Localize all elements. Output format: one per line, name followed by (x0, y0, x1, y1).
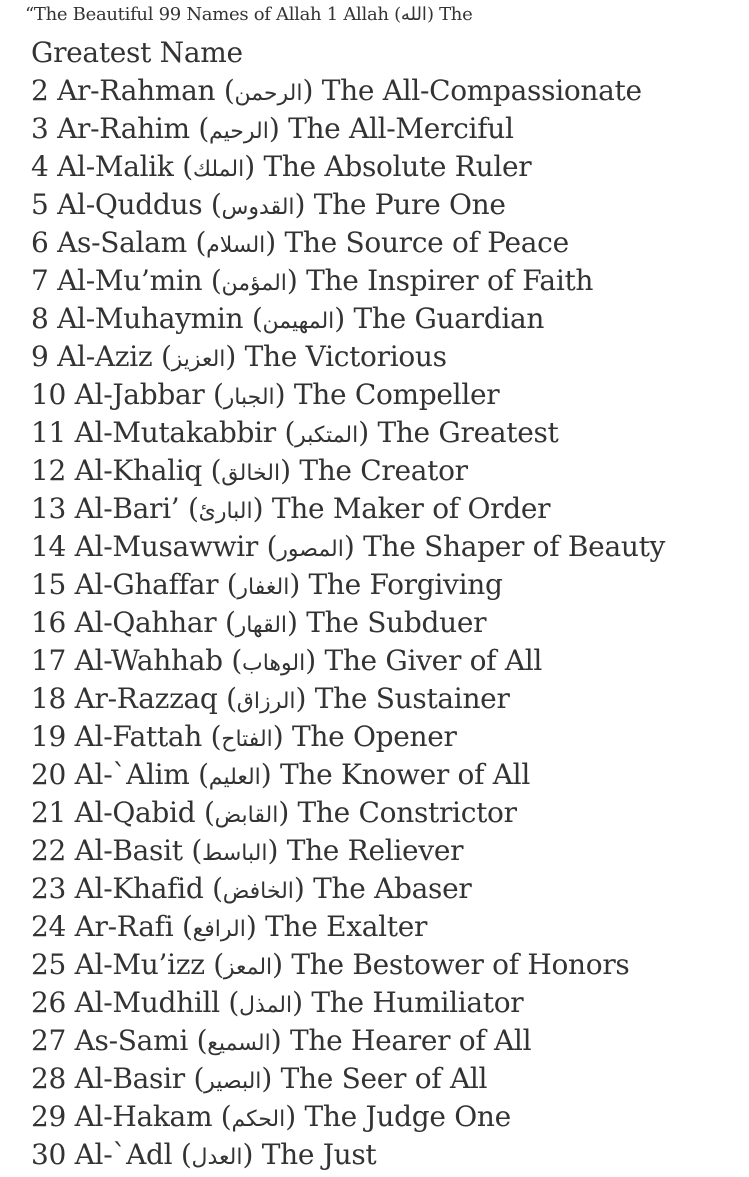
name-number: 16 (31, 606, 67, 639)
name-meaning: The Forgiving (308, 568, 503, 601)
name-transliteration: Ar-Rahman (57, 74, 216, 107)
name-arabic: القدوس (221, 195, 295, 220)
name-arabic: الباسط (201, 841, 268, 866)
name-meaning: The Humiliator (311, 986, 524, 1019)
name-entry: 18 Ar-Razzaq (الرزاق) The Sustainer (31, 682, 510, 715)
name-arabic: المعز (223, 955, 273, 980)
name-transliteration: Al-Hakam (74, 1100, 213, 1133)
name-transliteration: Al-Mu’min (57, 264, 203, 297)
name-transliteration: Al-Bari’ (74, 492, 180, 525)
name-arabic: العزيز (171, 347, 226, 372)
name-number: 5 (31, 188, 49, 221)
name-meaning: The Opener (292, 720, 457, 753)
name-arabic: الملك (192, 157, 245, 182)
name-number: 15 (31, 568, 67, 601)
name-meaning: The All-Merciful (288, 112, 514, 145)
name-number: 14 (31, 530, 67, 563)
name-transliteration: Al-Qabid (74, 796, 196, 829)
name-meaning: The Shaper of Beauty (363, 530, 666, 563)
name-entry: 16 Al-Qahhar (القهار) The Subduer (31, 606, 487, 639)
name-number: 30 (31, 1138, 67, 1171)
name-entry: 23 Al-Khafid (الخافض) The Abaser (31, 872, 472, 905)
name-arabic: المذل (239, 993, 293, 1018)
name-number: 29 (31, 1100, 67, 1133)
document-title-line-1: “The Beautiful 99 Names of Allah 1 Allah (الله) The (25, 4, 473, 25)
name-meaning: The Compeller (293, 378, 500, 411)
name-number: 24 (31, 910, 67, 943)
name-entry: 27 As-Sami (السميع) The Hearer of All (31, 1024, 532, 1057)
name-transliteration: Al-Khaliq (74, 454, 203, 487)
name-meaning: The Guardian (353, 302, 545, 335)
name-number: 17 (31, 644, 67, 677)
name-entry: 8 Al-Muhaymin (المهيمن) The Guardian (31, 302, 545, 335)
name-number: 7 (31, 264, 49, 297)
name-transliteration: Al-Quddus (57, 188, 203, 221)
name-transliteration: Al-Fattah (74, 720, 203, 753)
name-meaning: The Exalter (265, 910, 428, 943)
name-number: 18 (31, 682, 67, 715)
name-transliteration: Ar-Rahim (57, 112, 190, 145)
name-number: 20 (31, 758, 67, 791)
name-arabic: المتكبر (295, 423, 359, 448)
name-transliteration: Al-Wahhab (74, 644, 223, 677)
name-meaning: The Judge One (304, 1100, 511, 1133)
name-transliteration: Al-Basir (74, 1062, 185, 1095)
name-entry: 15 Al-Ghaffar (الغفار) The Forgiving (31, 568, 503, 601)
name-arabic: الرافع (192, 917, 246, 942)
name-entry: 29 Al-Hakam (الحكم) The Judge One (31, 1100, 511, 1133)
name-arabic: العدل (191, 1145, 243, 1170)
name-meaning: The Hearer of All (289, 1024, 532, 1057)
names-list (31, 72, 746, 1174)
name-number: 26 (31, 986, 67, 1019)
name-entry: 14 Al-Musawwir (المصور) The Shaper of Beauty (31, 530, 666, 563)
name-arabic: القهار (235, 613, 288, 638)
name-number: 8 (31, 302, 49, 335)
name-arabic: الخافض (222, 879, 294, 904)
name-meaning: The Source of Peace (284, 226, 569, 259)
name-transliteration: Al-Malik (57, 150, 174, 183)
name-number: 13 (31, 492, 67, 525)
name-entry: 25 Al-Mu’izz (المعز) The Bestower of Honors (31, 948, 630, 981)
name-meaning: The Victorious (244, 340, 447, 373)
name-meaning: The Maker of Order (271, 492, 551, 525)
name-meaning: The All-Compassionate (321, 74, 642, 107)
name-transliteration: Ar-Razzaq (74, 682, 218, 715)
name-transliteration: As-Sami (74, 1024, 188, 1057)
name-meaning: The Sustainer (314, 682, 510, 715)
name-entry: 19 Al-Fattah (الفتاح) The Opener (31, 720, 457, 753)
name-meaning: The Constrictor (297, 796, 517, 829)
name-meaning: The Knower of All (280, 758, 530, 791)
name-meaning: The Giver of All (324, 644, 543, 677)
name-number: 19 (31, 720, 67, 753)
name-number: 2 (31, 74, 49, 107)
name-arabic: الجبار (223, 385, 275, 410)
name-transliteration: As-Salam (57, 226, 187, 259)
name-arabic: القابض (214, 803, 279, 828)
name-meaning: The Absolute Ruler (263, 150, 532, 183)
name-transliteration: Al-Qahhar (74, 606, 217, 639)
name-meaning: The Bestower of Honors (291, 948, 630, 981)
name-arabic: المصور (277, 537, 344, 562)
name-transliteration: Al-Khafid (74, 872, 204, 905)
name-arabic: السميع (207, 1031, 271, 1056)
name-arabic: العليم (208, 765, 261, 790)
name-transliteration: Al-Mutakabbir (74, 416, 276, 449)
name-entry: 28 Al-Basir (البصير) The Seer of All (31, 1062, 488, 1095)
document-title-line-2: Greatest Name (31, 36, 243, 69)
name-transliteration: Al-`Adl (74, 1138, 173, 1171)
name-entry: 3 Ar-Rahim (الرحيم) The All-Merciful (31, 112, 514, 145)
name-number: 10 (31, 378, 67, 411)
name-number: 25 (31, 948, 67, 981)
name-meaning: The Subduer (306, 606, 487, 639)
name-arabic: الرحيم (208, 119, 269, 144)
name-entry: 9 Al-Aziz (العزيز) The Victorious (31, 340, 447, 373)
name-arabic: البصير (204, 1069, 262, 1094)
name-entry: 2 Ar-Rahman (الرحمن) The All-Compassionate (31, 74, 642, 107)
name-arabic: الرحمن (234, 81, 303, 106)
name-entry: 12 Al-Khaliq (الخالق) The Creator (31, 454, 468, 487)
name-transliteration: Al-Mu’izz (74, 948, 205, 981)
name-number: 27 (31, 1024, 67, 1057)
name-meaning: The Inspirer of Faith (306, 264, 594, 297)
name-meaning: The Greatest (377, 416, 559, 449)
name-number: 22 (31, 834, 67, 867)
name-entry: 21 Al-Qabid (القابض) The Constrictor (31, 796, 517, 829)
name-arabic: المهيمن (262, 309, 335, 334)
name-entry: 30 Al-`Adl (العدل) The Just (31, 1138, 377, 1171)
name-arabic: الخالق (221, 461, 281, 486)
name-arabic: الغفار (237, 575, 290, 600)
name-entry: 4 Al-Malik (الملك) The Absolute Ruler (31, 150, 532, 183)
name-number: 12 (31, 454, 67, 487)
name-number: 6 (31, 226, 49, 259)
name-transliteration: Al-Basit (74, 834, 183, 867)
name-entry: 6 As-Salam (السلام) The Source of Peace (31, 226, 569, 259)
name-meaning: The Pure One (313, 188, 506, 221)
name-entry: 11 Al-Mutakabbir (المتكبر) The Greatest (31, 416, 559, 449)
name-arabic: الحكم (231, 1107, 286, 1132)
name-meaning: The Creator (299, 454, 468, 487)
name-entry: 13 Al-Bari’ (البارئ) The Maker of Order (31, 492, 551, 525)
names-document (25, 0, 746, 1174)
name-arabic: الوهاب (242, 651, 306, 676)
name-arabic: البارئ (198, 499, 253, 524)
name-transliteration: Al-Ghaffar (74, 568, 219, 601)
name-number: 9 (31, 340, 49, 373)
name-number: 4 (31, 150, 49, 183)
name-transliteration: Al-Musawwir (74, 530, 259, 563)
name-transliteration: Al-Muhaymin (57, 302, 244, 335)
name-transliteration: Al-Mudhill (74, 986, 220, 1019)
name-entry: 10 Al-Jabbar (الجبار) The Compeller (31, 378, 500, 411)
name-arabic: الرزاق (236, 689, 296, 714)
name-transliteration: Al-Jabbar (74, 378, 205, 411)
name-arabic: الفتاح (221, 727, 273, 752)
name-number: 21 (31, 796, 67, 829)
name-transliteration: Al-Aziz (57, 340, 153, 373)
name-number: 11 (31, 416, 67, 449)
name-number: 23 (31, 872, 67, 905)
name-number: 28 (31, 1062, 67, 1095)
name-entry: 20 Al-`Alim (العليم) The Knower of All (31, 758, 530, 791)
name-arabic: السلام (206, 233, 266, 258)
name-transliteration: Ar-Rafi (74, 910, 174, 943)
name-meaning: The Reliever (286, 834, 464, 867)
name-meaning: The Seer of All (280, 1062, 488, 1095)
name-entry: 22 Al-Basit (الباسط) The Reliever (31, 834, 464, 867)
name-transliteration: Al-`Alim (74, 758, 190, 791)
name-entry: 17 Al-Wahhab (الوهاب) The Giver of All (31, 644, 543, 677)
name-entry: 26 Al-Mudhill (المذل) The Humiliator (31, 986, 524, 1019)
name-meaning: The Abaser (313, 872, 472, 905)
name-arabic: المؤمن (221, 271, 287, 296)
name-meaning: The Just (261, 1138, 377, 1171)
name-entry: 24 Ar-Rafi (الرافع) The Exalter (31, 910, 428, 943)
name-entry: 7 Al-Mu’min (المؤمن) The Inspirer of Faith (31, 264, 594, 297)
name-entry: 5 Al-Quddus (القدوس) The Pure One (31, 188, 506, 221)
name-number: 3 (31, 112, 49, 145)
